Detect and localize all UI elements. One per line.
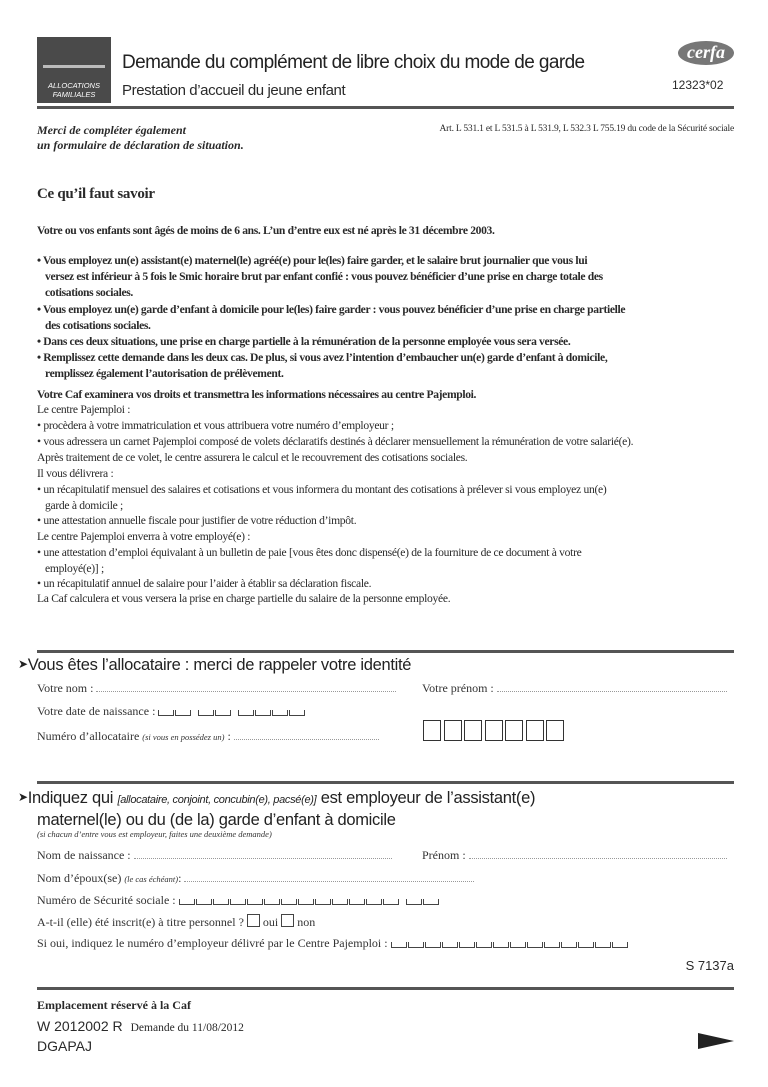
logo-text-2: FAMILIALES xyxy=(52,90,96,99)
prenom-label: Votre prénom : xyxy=(422,681,494,695)
digit-box[interactable] xyxy=(408,942,424,948)
dob-field[interactable] xyxy=(158,704,306,718)
text-line: Après traitement de ce volet, le centre assurera le calcul et le recouvrement des cotisations sociales. xyxy=(37,451,468,464)
footer-code-row xyxy=(37,1018,244,1036)
heading-part: [allocataire, conjoint, concubin(e), pacsé(e)] xyxy=(117,794,317,806)
caf-heading: Votre Caf examinera vos droits et transmettra les informations nécessaires au centre Pajemploi. xyxy=(37,388,477,401)
text-line: Le centre Pajemploi : xyxy=(37,403,131,416)
dob-row xyxy=(37,704,306,719)
digit-box[interactable] xyxy=(315,899,331,905)
section2-heading xyxy=(18,789,535,808)
digit-box[interactable] xyxy=(298,899,314,905)
cerfa-logo: cerfa xyxy=(678,41,734,65)
digit-box[interactable] xyxy=(349,899,365,905)
text-line: Il vous délivrera : xyxy=(37,467,114,480)
employer-num-label: Si oui, indiquez le numéro d’employeur délivré par le Centre Pajemploi : xyxy=(37,936,388,950)
section1-heading xyxy=(18,656,411,675)
footer-ref: DGAPAJ xyxy=(37,1038,92,1054)
form-code: S 7137a xyxy=(685,958,734,973)
digit-box[interactable] xyxy=(476,942,492,948)
digit-box[interactable] xyxy=(493,942,509,948)
non-checkbox[interactable] xyxy=(281,914,294,927)
digit-box[interactable] xyxy=(459,942,475,948)
text-line: Le centre Pajemploi enverra à votre employé(e) : xyxy=(37,530,251,543)
digit-box[interactable] xyxy=(179,899,195,905)
number-box[interactable] xyxy=(444,720,462,741)
text-line: • Remplissez cette demande dans les deux cas. De plus, si vous avez l’intention d’embaucher un(e) garde d’enfant à domicile, xyxy=(37,351,608,364)
digit-box[interactable] xyxy=(281,899,297,905)
logo-bar xyxy=(43,65,105,68)
digit-box[interactable] xyxy=(442,942,458,948)
digit-box[interactable] xyxy=(264,899,280,905)
epoux-hint: (le cas échéant) xyxy=(124,874,179,884)
cerfa-number: 12323*02 xyxy=(672,78,724,92)
oui-checkbox[interactable] xyxy=(247,914,260,927)
text-line: garde à domicile ; xyxy=(45,499,123,512)
text-line: • Dans ces deux situations, une prise en charge partielle à la rémunération de la personne employée vous sera versée. xyxy=(37,335,571,348)
oui-label: oui xyxy=(262,915,279,929)
prenom2-label: Prénom : xyxy=(422,848,466,862)
digit-box[interactable] xyxy=(247,899,263,905)
prenom2-field[interactable] xyxy=(469,848,727,859)
reserved-label: Emplacement réservé à la Caf xyxy=(37,998,191,1012)
employer-num-field[interactable] xyxy=(391,936,629,950)
digit-box[interactable] xyxy=(406,899,422,905)
digit-box[interactable] xyxy=(561,942,577,948)
number-box[interactable] xyxy=(505,720,523,741)
epoux-row: Nom d’époux(se) (le cas échéant): xyxy=(37,871,474,886)
next-page-arrow-icon xyxy=(698,1033,734,1049)
text-line: • Vous employez un(e) assistant(e) maternel(le) agréé(e) pour le(les) faire garder, et le salaire brut journalier que vous lui xyxy=(37,254,588,267)
inscrit-label: A-t-il (elle) été inscrit(e) à titre personnel ? xyxy=(37,915,244,929)
footer-date: Demande du 11/08/2012 xyxy=(130,1022,244,1034)
page-subtitle: Prestation d’accueil du jeune enfant xyxy=(122,82,346,99)
arrow-icon: ➤ xyxy=(18,790,28,804)
num-label: Numéro d’allocataire xyxy=(37,729,140,743)
section2-heading-line2: maternel(le) ou du (de la) garde d’enfant à domicile xyxy=(37,811,396,829)
prenom-field[interactable] xyxy=(497,681,727,692)
digit-box[interactable] xyxy=(423,899,439,905)
section1-title: Vous êtes l’allocataire : merci de rappeler votre identité xyxy=(27,656,412,674)
heading-part: Indiquez qui xyxy=(27,789,114,807)
nss-label: Numéro de Sécurité sociale : xyxy=(37,893,176,907)
text-line: • vous adressera un carnet Pajemploi composé de volets déclaratifs destinés à déclarer mensuellement la rémunération de votre salarié(e). xyxy=(37,435,634,448)
nss-field[interactable] xyxy=(179,893,440,907)
num-field[interactable] xyxy=(234,729,379,740)
text-line: • une attestation d’emploi équivalant à un bulletin de paie [vous êtes donc dispensé(e) de la fourniture de ce document à votre xyxy=(37,546,582,559)
epoux-label: Nom d’époux(se) xyxy=(37,871,122,885)
page-title: Demande du complément de libre choix du mode de garde xyxy=(122,52,585,73)
arrow-icon: ➤ xyxy=(18,657,28,671)
nss-row xyxy=(37,893,440,908)
epoux-field[interactable] xyxy=(184,871,474,882)
prenom-row xyxy=(422,681,727,696)
text-line: cotisations sociales. xyxy=(45,286,133,299)
info-intro: Votre ou vos enfants sont âgés de moins de 6 ans. L’un d’entre eux est né après le 31 décembre 2003. xyxy=(37,224,495,237)
text-line: • procèdera à votre immatriculation et vous attribuera votre numéro d’employeur ; xyxy=(37,419,394,432)
text-line: remplissez également l’autorisation de prélèvement. xyxy=(45,367,284,380)
digit-box[interactable] xyxy=(425,942,441,948)
digit-box[interactable] xyxy=(230,899,246,905)
num-row: Numéro d’allocataire (si vous en possédez un) : xyxy=(37,729,379,744)
divider xyxy=(37,781,734,784)
info-heading: Ce qu’il faut savoir xyxy=(37,186,155,202)
text-line: employé(e)] ; xyxy=(45,562,104,575)
nom-naissance-field[interactable] xyxy=(134,848,392,859)
nom-field[interactable] xyxy=(96,681,396,692)
notice-line: Merci de compléter également xyxy=(37,123,186,137)
digit-box[interactable] xyxy=(332,899,348,905)
nom-row xyxy=(37,681,396,696)
number-box[interactable] xyxy=(464,720,482,741)
digit-box[interactable] xyxy=(527,942,543,948)
number-box[interactable] xyxy=(546,720,564,741)
number-box[interactable] xyxy=(526,720,544,741)
divider xyxy=(37,987,734,990)
digit-box[interactable] xyxy=(383,899,399,905)
text-line: versez est inférieur à 5 fois le Smic horaire brut par enfant confié : vous pouvez bénéficier d’une prise en charge totale des xyxy=(45,270,603,283)
inscrit-row xyxy=(37,914,315,930)
section2-hint: (si chacun d’entre vous est employeur, faites une deuxième demande) xyxy=(37,829,272,839)
dob-label: Votre date de naissance : xyxy=(37,704,156,718)
logo-text-1: ALLOCATIONS xyxy=(48,81,100,90)
nom-naissance-label: Nom de naissance : xyxy=(37,848,131,862)
digit-box[interactable] xyxy=(612,942,628,948)
footer-code: W 2012002 R xyxy=(37,1018,123,1034)
digit-box[interactable] xyxy=(366,899,382,905)
digit-box[interactable] xyxy=(578,942,594,948)
notice-line: un formulaire de déclaration de situation. xyxy=(37,138,244,152)
text-line: • une attestation annuelle fiscale pour justifier de votre réduction d’impôt. xyxy=(37,514,357,527)
legal-reference: Art. L 531.1 et L 531.5 à L 531.9, L 532.3 L 755.19 du code de la Sécurité sociale xyxy=(439,124,734,134)
num-hint: (si vous en possédez un) xyxy=(142,732,225,742)
number-box[interactable] xyxy=(485,720,503,741)
digit-box[interactable] xyxy=(544,942,560,948)
heading-part: est employeur de l’assistant(e) xyxy=(320,789,536,807)
digit-box[interactable] xyxy=(595,942,611,948)
employer-num-row xyxy=(37,936,629,951)
digit-box[interactable] xyxy=(510,942,526,948)
non-label: non xyxy=(297,915,316,929)
nom-label: Votre nom : xyxy=(37,681,94,695)
nom-naissance-row xyxy=(37,848,392,863)
divider xyxy=(37,106,734,109)
number-box[interactable] xyxy=(423,720,441,741)
prenom2-row xyxy=(422,848,727,863)
digit-box[interactable] xyxy=(196,899,212,905)
text-line: • Vous employez un(e) garde d’enfant à domicile pour le(les) faire garder : vous pouvez bénéficier d’une prise en charge partielle xyxy=(37,303,626,316)
text-line: • un récapitulatif annuel de salaire pour l’aider à établir sa déclaration fiscale. xyxy=(37,577,372,590)
caf-logo xyxy=(37,37,111,103)
text-line: des cotisations sociales. xyxy=(45,319,151,332)
digit-box[interactable] xyxy=(213,899,229,905)
divider xyxy=(37,650,734,653)
digit-box[interactable] xyxy=(391,942,407,948)
text-line: La Caf calculera et vous versera la prise en charge partielle du salaire de la personne employée. xyxy=(37,592,451,605)
text-line: • un récapitulatif mensuel des salaires et cotisations et vous informera du montant des cotisations à prélever si vous employez un(e) xyxy=(37,483,607,496)
